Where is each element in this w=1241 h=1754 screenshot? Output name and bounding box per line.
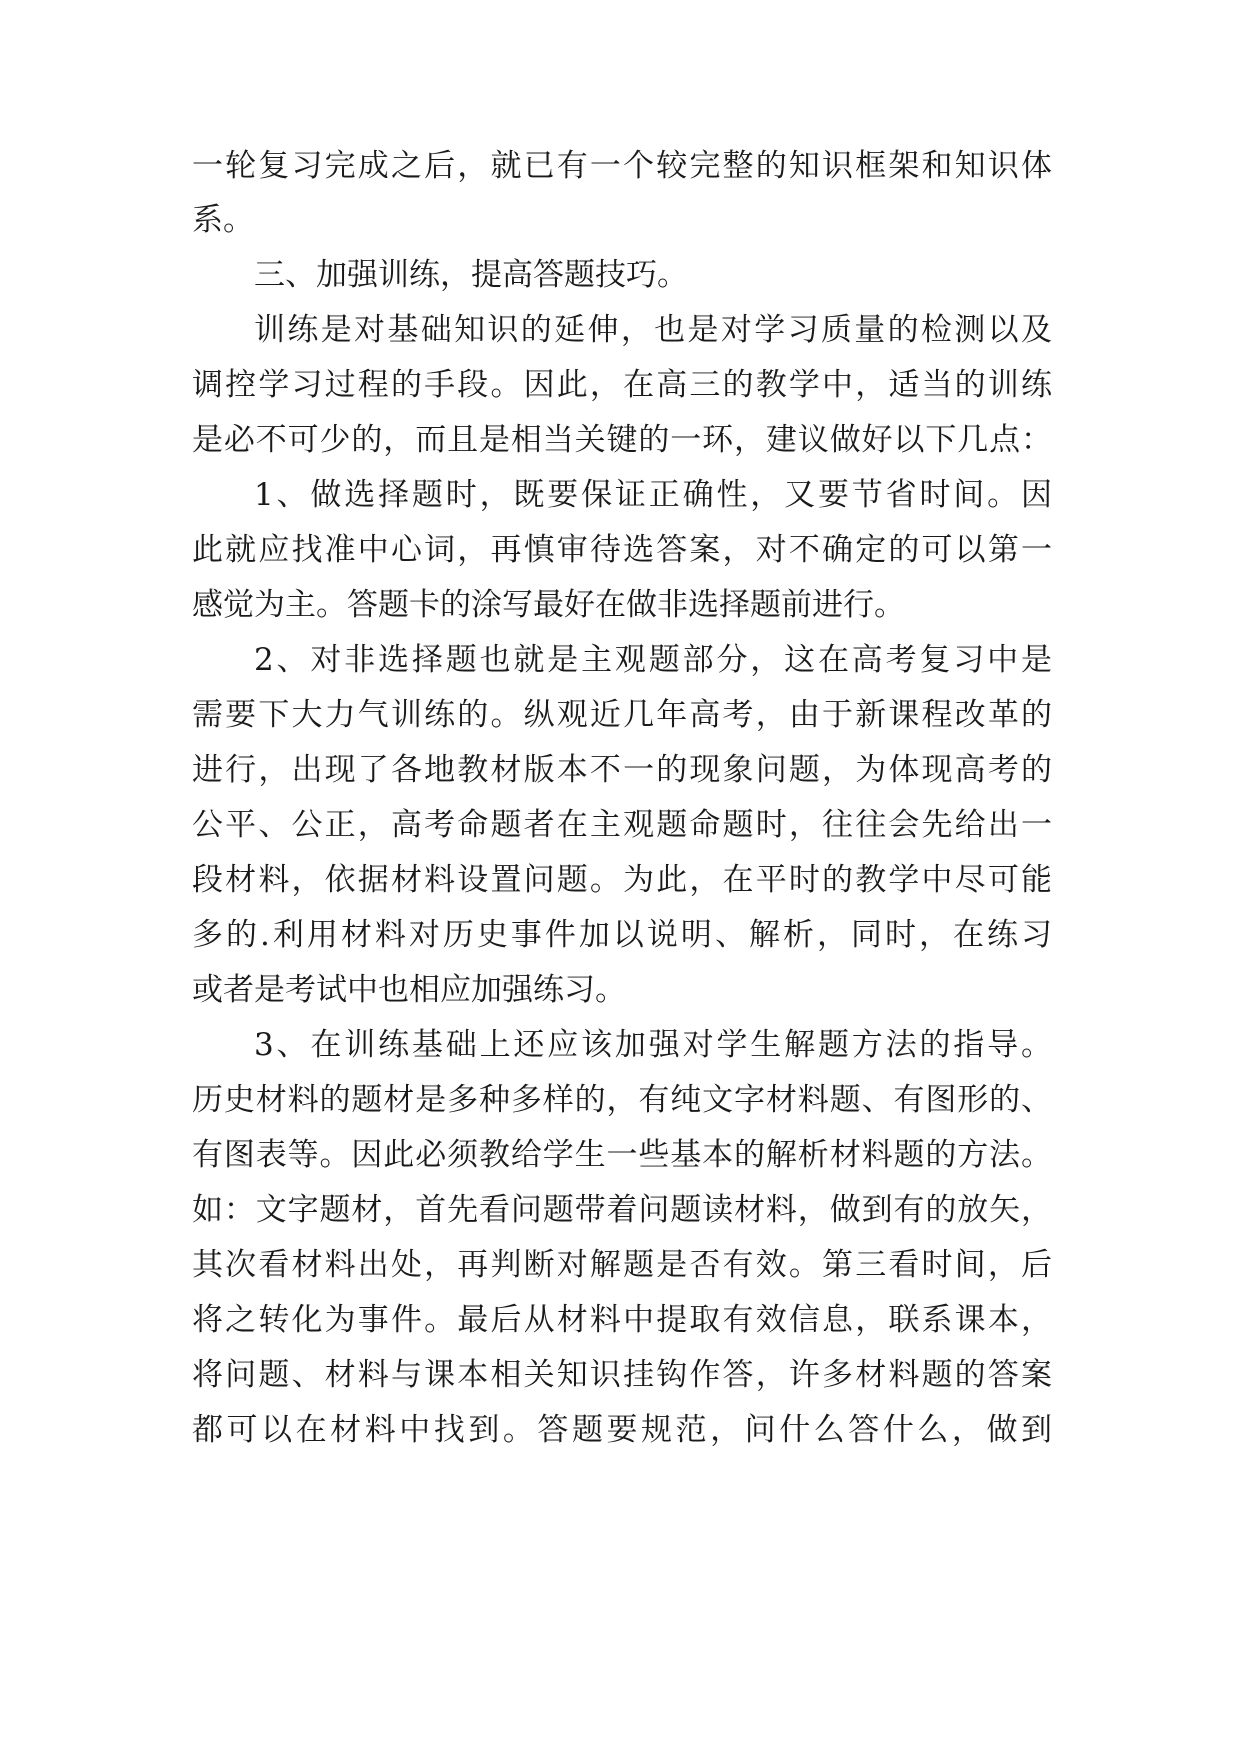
text-line: 调控学习过程的手段。因此，在高三的教学中，适当的训练	[192, 367, 1052, 403]
text-line: 公平、公正，高考命题者在主观题命题时，往往会先给出一	[192, 807, 1052, 843]
text-line: 有图表等。因此必须教给学生一些基本的解析材料题的方法。	[192, 1137, 1052, 1173]
text-line: 训练是对基础知识的延伸，也是对学习质量的检测以及	[254, 312, 1052, 348]
text-line: 此就应找准中心词，再慎审待选答案，对不确定的可以第一	[192, 532, 1052, 568]
text-line: 2、对非选择题也就是主观题部分，这在高考复习中是	[254, 642, 1052, 678]
text-line: 3、在训练基础上还应该加强对学生解题方法的指导。	[254, 1027, 1052, 1063]
text-line: 或者是考试中也相应加强练习。	[192, 972, 626, 1008]
text-line: 其次看材料出处，再判断对解题是否有效。第三看时间，后	[192, 1247, 1052, 1283]
text-line: 如：文字题材，首先看问题带着问题读材料，做到有的放矢，	[192, 1192, 1052, 1228]
text-line: 1、做选择题时，既要保证正确性，又要节省时间。因	[254, 477, 1052, 513]
text-line: 多的.利用材料对历史事件加以说明、解析，同时，在练习	[192, 917, 1052, 953]
text-line: 进行，出现了各地教材版本不一的现象问题，为体现高考的	[192, 752, 1052, 788]
text-line: 需要下大力气训练的。纵观近几年高考，由于新课程改革的	[192, 697, 1052, 733]
text-line: 将问题、材料与课本相关知识挂钩作答，许多材料题的答案	[192, 1357, 1052, 1393]
text-line: 将之转化为事件。最后从材料中提取有效信息，联系课本，	[192, 1302, 1052, 1338]
text-line: 感觉为主。答题卡的涂写最好在做非选择题前进行。	[192, 587, 905, 623]
text-line: 段材料，依据材料设置问题。为此，在平时的教学中尽可能	[192, 862, 1052, 898]
text-line: 系。	[192, 202, 254, 238]
section-heading: 三、加强训练，提高答题技巧。	[254, 257, 688, 293]
text-line: 是必不可少的，而且是相当关键的一环，建议做好以下几点：	[192, 422, 1052, 458]
text-line: 历史材料的题材是多种多样的，有纯文字材料题、有图形的、	[192, 1082, 1052, 1118]
text-line: 都可以在材料中找到。答题要规范，问什么答什么，做到	[192, 1412, 1052, 1448]
text-line: 一轮复习完成之后，就已有一个较完整的知识框架和知识体	[192, 148, 1052, 184]
